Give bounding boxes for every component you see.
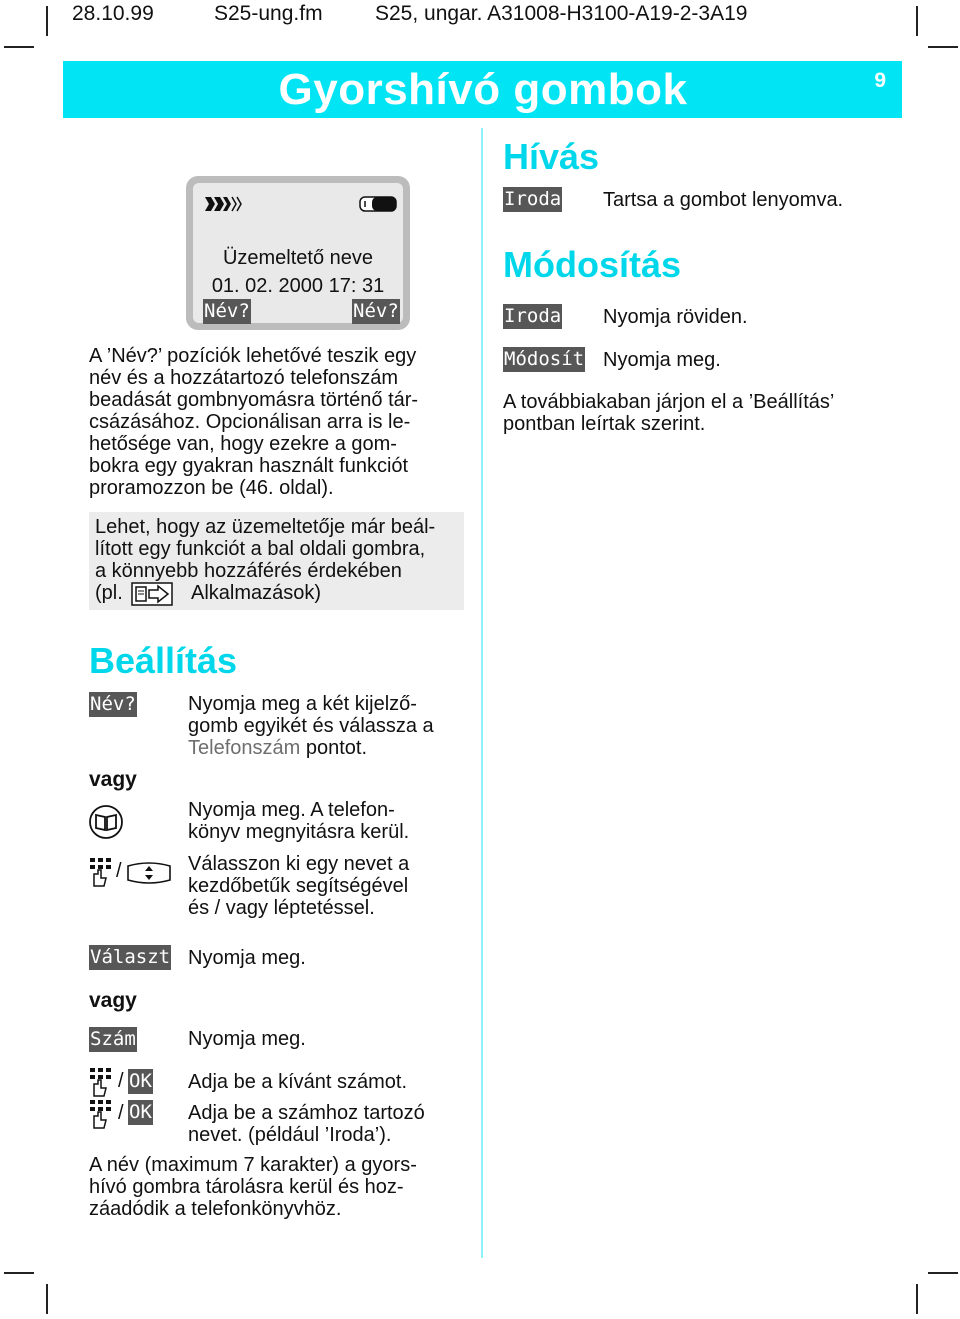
or-label: vagy xyxy=(89,989,137,1012)
step-text: Adja be a kívánt számot. xyxy=(188,1071,408,1093)
key-szam[interactable]: Szám xyxy=(90,1028,136,1050)
menu-arrow-icon xyxy=(131,582,173,606)
step-text: Nyomja meg. xyxy=(188,1028,306,1050)
crop-mark xyxy=(928,1272,958,1274)
header-file: S25-ung.fm xyxy=(214,2,323,25)
step-text: és / vagy léptetéssel. xyxy=(188,897,375,919)
key-nev[interactable]: Név? xyxy=(90,693,136,715)
crop-mark xyxy=(916,1284,918,1314)
intro-line: csázásához. Opcionálisan arra is le- xyxy=(89,411,411,433)
key-ok[interactable]: OK xyxy=(129,1101,152,1123)
modositas-line: A továbbiakaban járjon el a ’Beállítás’ xyxy=(503,391,835,413)
outro-line: záadódik a telefonkönyvhöz. xyxy=(89,1198,342,1220)
key-iroda[interactable]: Iroda xyxy=(504,188,562,210)
note-box xyxy=(89,512,464,610)
key-modosit[interactable]: Módosít xyxy=(504,348,585,370)
step-text: Nyomja meg a két kijelző- xyxy=(188,693,417,715)
menu-item-telefonszam: Telefonszám xyxy=(188,737,301,759)
crop-mark xyxy=(928,46,958,48)
keypad-icon[interactable] xyxy=(88,1098,118,1132)
step-text: Nyomja meg. xyxy=(603,349,721,371)
crop-mark xyxy=(46,1284,48,1314)
outro-line: hívó gombra tárolásra kerül és hoz- xyxy=(89,1176,404,1198)
display-screen xyxy=(193,183,403,323)
key-iroda[interactable]: Iroda xyxy=(504,305,562,327)
step-text: Tartsa a gombot lenyomva. xyxy=(603,189,844,211)
intro-line: A ’Név?’ pozíciók lehetővé teszik egy xyxy=(89,345,417,367)
step-text: könyv megnyitásra kerül. xyxy=(188,821,410,843)
note-line: lított egy funkciót a bal oldali gombra, xyxy=(95,538,426,560)
or-label: vagy xyxy=(89,768,137,791)
intro-line: bokra egy gyakran használt funkciót xyxy=(89,455,409,477)
signal-strength-icon xyxy=(203,195,247,213)
step-text-telefonszam xyxy=(188,737,367,759)
intro-line: beadását gombnyomásra történő tár- xyxy=(89,389,419,411)
crop-mark xyxy=(4,1272,34,1274)
step-text: gomb egyikét és válassza a xyxy=(188,715,434,737)
header-doc: S25, ungar. A31008-H3100-A19-2-3A19 xyxy=(375,2,748,25)
display-datetime: 01. 02. 2000 17: 31 xyxy=(211,275,385,297)
step-text: Nyomja röviden. xyxy=(603,306,748,328)
section-title-hivas: Hívás xyxy=(503,136,600,177)
keypad-icon[interactable] xyxy=(88,1066,118,1100)
section-title-modositas: Módosítás xyxy=(503,244,682,285)
slash-separator: / xyxy=(118,1070,124,1092)
page-number: 9 xyxy=(874,69,886,92)
phone-display xyxy=(186,176,410,330)
modositas-line: pontban leírtak szerint. xyxy=(503,413,706,435)
slash-separator: / xyxy=(118,1102,124,1124)
step-text: Nyomja meg. A telefon- xyxy=(188,799,395,821)
section-title-beallitas: Beállítás xyxy=(89,640,238,681)
crop-mark xyxy=(916,6,918,36)
step-text: nevet. (például ’Iroda’). xyxy=(188,1124,392,1146)
step-text-tail: pontot. xyxy=(300,737,367,759)
key-valaszt[interactable]: Választ xyxy=(90,946,171,968)
step-text: kezdőbetűk segítségével xyxy=(188,875,409,897)
phonebook-icon[interactable] xyxy=(88,804,124,840)
outro-line: A név (maximum 7 karakter) a gyors- xyxy=(89,1154,417,1176)
intro-line: proramozzon be (46. oldal). xyxy=(89,477,334,499)
note-line-suffix: Alkalmazások) xyxy=(191,582,322,604)
crop-mark xyxy=(4,46,34,48)
slash-separator: / xyxy=(116,860,122,882)
step-text: Nyomja meg. xyxy=(188,947,306,969)
intro-line: hetősége van, hogy ezekre a gom- xyxy=(89,433,397,455)
header-date: 28.10.99 xyxy=(72,2,154,25)
title-banner xyxy=(63,61,902,118)
note-line: a könnyebb hozzáférés érdekében xyxy=(95,560,402,582)
softkey-right[interactable]: Név? xyxy=(353,300,399,322)
scroll-key-icon[interactable] xyxy=(126,856,172,890)
column-divider xyxy=(481,128,483,1258)
display-operator-name: Üzemeltető neve xyxy=(222,247,374,269)
softkey-left[interactable]: Név? xyxy=(204,300,250,322)
keypad-icon[interactable] xyxy=(88,856,118,890)
crop-mark xyxy=(46,6,48,36)
note-line: Lehet, hogy az üzemeltetője már beál- xyxy=(95,516,436,538)
page-title: Gyorshívó gombok xyxy=(278,65,688,114)
battery-icon xyxy=(359,195,399,213)
key-ok[interactable]: OK xyxy=(129,1070,152,1092)
step-text: Válasszon ki egy nevet a xyxy=(188,853,410,875)
intro-line: név és a hozzátartozó telefonszám xyxy=(89,367,399,389)
note-line-prefix: (pl. xyxy=(95,582,123,604)
step-text: Adja be a számhoz tartozó xyxy=(188,1102,425,1124)
